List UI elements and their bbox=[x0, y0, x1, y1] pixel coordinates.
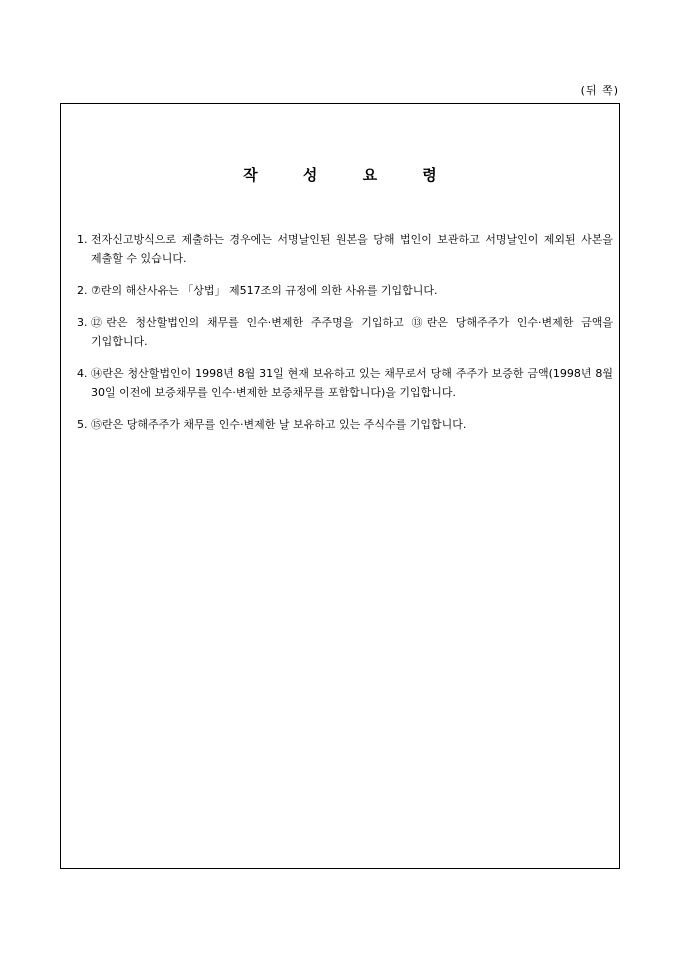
instruction-number: 1. bbox=[77, 233, 88, 246]
instruction-number: 4. bbox=[77, 367, 88, 380]
instruction-text: ⑦란의 해산사유는 「상법」 제517조의 규정에 의한 사유를 기입합니다. bbox=[91, 284, 438, 297]
instruction-item-5 bbox=[77, 415, 613, 434]
page-side-label: (뒤 쪽) bbox=[580, 84, 619, 97]
instruction-item-3 bbox=[77, 313, 613, 351]
instruction-item-4 bbox=[77, 364, 613, 402]
instruction-text: ⑭란은 청산할법인이 1998년 8월 31일 현재 보유하고 있는 채무로서 당해 주주가 보증한 금액(1998년 8월 30일 이전에 보증채무를 인수·변제한 보증채무를 포함합니다)을 기입합니다. bbox=[91, 367, 613, 399]
instruction-text: 전자신고방식으로 제출하는 경우에는 서명날인된 원본을 당해 법인이 보관하고 서명날인이 제외된 사본을 제출할 수 있습니다. bbox=[91, 233, 613, 265]
instruction-number: 2. bbox=[77, 284, 88, 297]
page-title: 작 성 요 령 bbox=[243, 166, 457, 184]
instruction-text: ⑮란은 당해주주가 채무를 인수·변제한 날 보유하고 있는 주식수를 기입합니다. bbox=[91, 418, 467, 431]
instruction-item-2 bbox=[77, 281, 613, 300]
instruction-number: 5. bbox=[77, 418, 88, 431]
instruction-list bbox=[77, 230, 613, 447]
instruction-number: 3. bbox=[77, 316, 88, 329]
instruction-text: ⑫란은 청산할법인의 채무를 인수·변제한 주주명을 기입하고 ⑬란은 당해주주가 인수·변제한 금액을 기입합니다. bbox=[91, 316, 613, 348]
instruction-item-1 bbox=[77, 230, 613, 268]
instructions-frame bbox=[60, 103, 620, 869]
